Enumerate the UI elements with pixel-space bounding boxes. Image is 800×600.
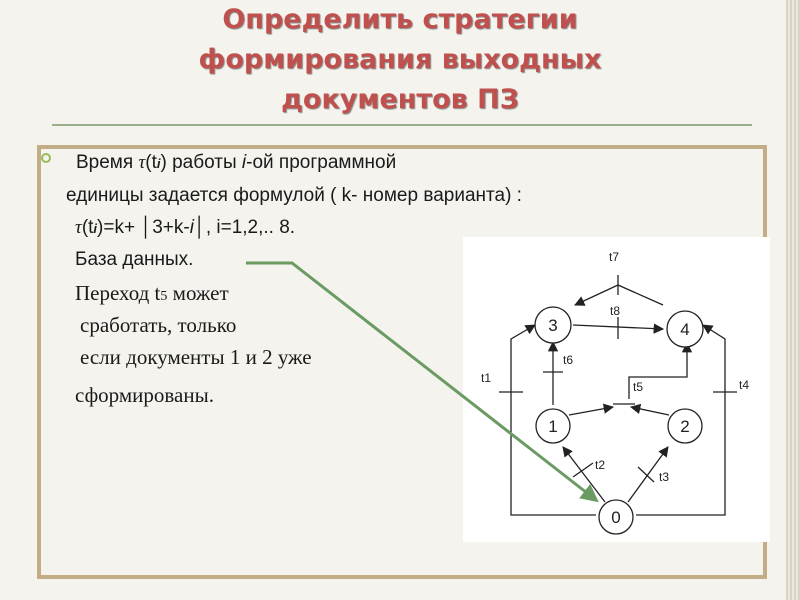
place-label-3: 3 (548, 316, 558, 335)
pointer-arrow (246, 263, 596, 500)
place-label-4: 4 (680, 320, 690, 339)
place-label-2: 2 (680, 417, 690, 436)
text-line-only: сработать, только (80, 313, 237, 337)
formula-italic-i: i (189, 217, 194, 238)
transition-label-t5: t5 (633, 380, 644, 394)
transition-text-a: Переход t (75, 281, 161, 305)
place-label-0: 0 (611, 508, 621, 527)
transition-label-t6: t6 (563, 353, 574, 367)
title-line-1: Определить стратегии (222, 4, 578, 35)
transition-label-t3: t3 (659, 470, 670, 484)
text-line-1-a: Время (76, 152, 139, 173)
transition-label-t7: t7 (609, 250, 620, 264)
transition-label-t2: t2 (595, 458, 606, 472)
transition-label-t4: t4 (739, 378, 750, 392)
transition-label-t8: t8 (610, 304, 621, 318)
text-line-2: единицы задается формулой ( k- номер варианта) : (66, 185, 522, 206)
formula-c: │, i=1,2,.. 8. (193, 217, 296, 238)
text-line-database: База данных. (75, 249, 194, 270)
italic-i: i (241, 152, 247, 173)
transition-subscript: 5 (160, 289, 168, 304)
text-line-1-b: (t (145, 152, 157, 173)
text-line-formed: сформированы. (75, 383, 214, 407)
text-line-1-d: -ой программной (246, 152, 397, 173)
formula-a: (t (81, 217, 94, 238)
formula-subscript-i: i (93, 221, 98, 236)
formula-b: )=k+ │3+k- (97, 217, 190, 238)
text-line-1-c: ) работы (160, 152, 242, 173)
tau-symbol: τ (138, 152, 146, 173)
subscript-i: i (156, 156, 161, 171)
place-label-1: 1 (548, 417, 558, 436)
transition-text-b: может (167, 281, 229, 305)
formula-tau: τ (75, 217, 82, 238)
title-line-3: документов ПЗ (281, 84, 519, 115)
transition-label-t1: t1 (481, 371, 492, 385)
text-line-if: если документы 1 и 2 уже (80, 345, 312, 369)
title-line-2: формирования выходных (198, 44, 602, 75)
